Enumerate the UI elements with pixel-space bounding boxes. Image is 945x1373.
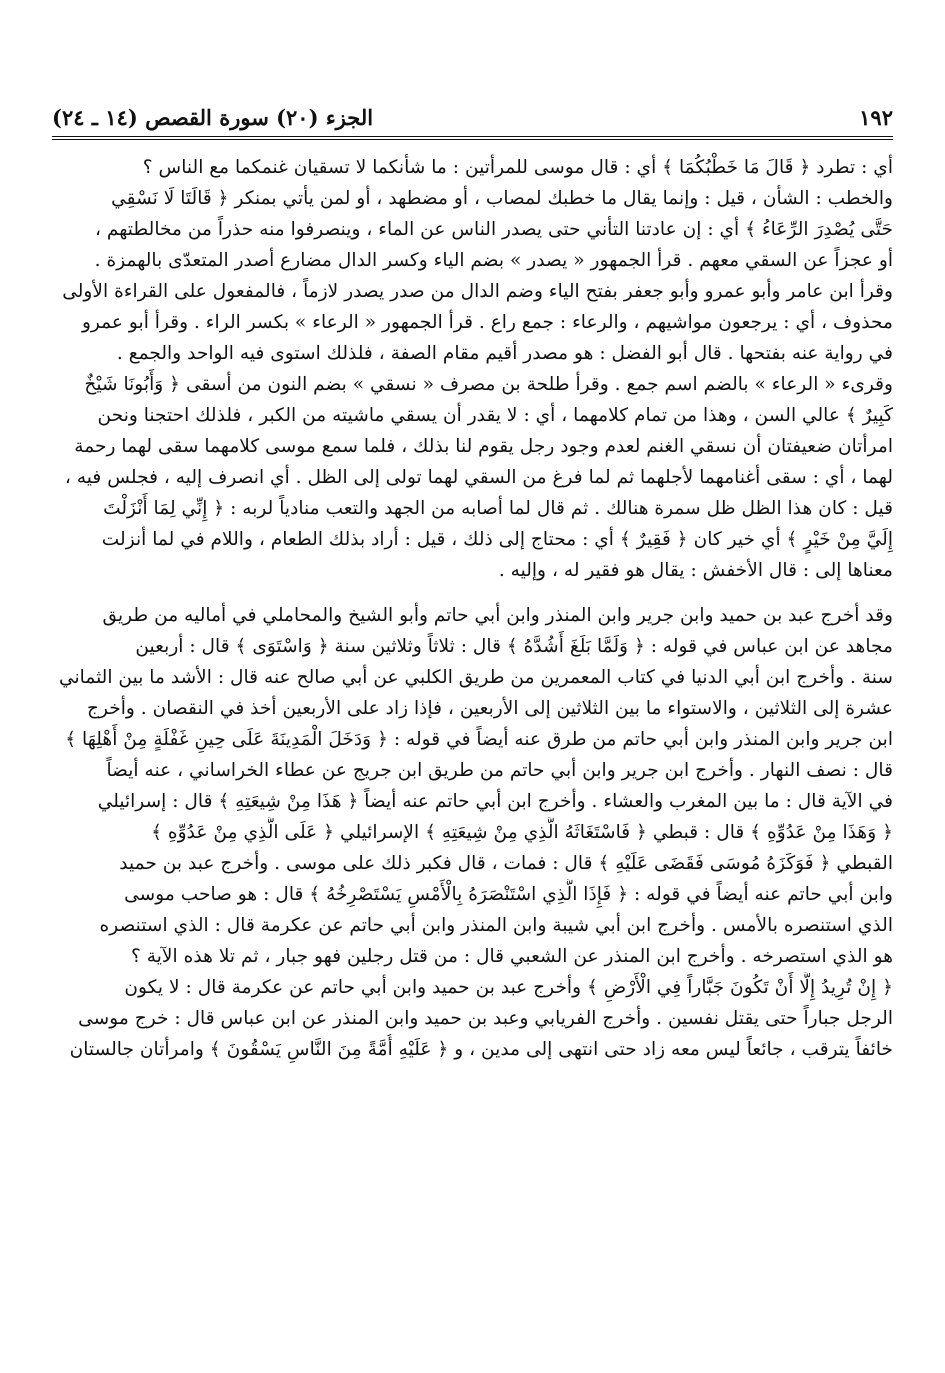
text-line: ﴿ إِنْ تُرِيدُ إِلَّا أَنْ تَكُونَ جَبَّاراً فِي الْأَرْضِ ﴾ وأخرج عبد بن حميد وابن أبي حاتم عن عكرمة قال : لا يكون xyxy=(124,977,893,998)
text-line: وابن أبي حاتم عنه أيضاً في قوله : ﴿ فَإِذَا الَّذِي اسْتَنْصَرَهُ بِالْأَمْسِ يَسْتَصْرِخُهُ ﴾ قال : هو صاحب موسى xyxy=(124,884,893,905)
running-title: الجزء (٢٠) سورة القصص (١٤ ـ ٢٤) xyxy=(52,105,374,130)
text-line: وقد أخرج عبد بن حميد وابن جرير وابن المنذر وابن أبي حاتم وأبو الشيخ والمحاملي في أماليه من طريق xyxy=(102,605,893,626)
text-line: معناها إلى : قال الأخفش : يقال هو فقير له ، وإليه . xyxy=(498,560,893,581)
text-line: في رواية عنه بفتحها . قال أبو الفضل : هو مصدر أقيم مقام الصفة ، فلذلك استوى فيه الواحد والجمع . xyxy=(116,343,893,364)
text-line: أو عجزاً عن السقي معهم . قرأ الجمهور « يصدر » بضم الياء وكسر الدال مضارع أصدر المتعدّى بالهمزة . xyxy=(94,250,893,271)
text-line: حَتَّى يُصْدِرَ الرِّعَاءُ ﴾ أي : إن عادتنا التأني حتى يصدر الناس عن الماء ، وينصرفوا منه حذراً من مخالطتهم ، xyxy=(94,219,893,240)
text-line: والخطب : الشأن ، قيل : وإنما يقال ما خطبك لمصاب ، أو مضطهد ، أو لمن يأتي بمنكر ﴿ قَالَتَا لَا نَسْقِي xyxy=(111,188,893,209)
text-line: في الآية قال : ما بين المغرب والعشاء . وأخرج ابن أبي حاتم عنه أيضاً ﴿ هَذَا مِنْ شِيعَتِهِ ﴾ قال : إسرائيلي xyxy=(97,791,893,812)
text-line: وقرأ ابن عامر وأبو عمرو وأبو جعفر بفتح الياء وضم الدال من صدر يصدر لازماً ، فالمفعول على القراءة الأولى xyxy=(62,281,893,302)
text-line: الرجل جباراً حتى يقتل نفسين . وأخرج الفريابي وعبد بن حميد وابن المنذر عن ابن عباس قال : خرج موسى xyxy=(78,1008,893,1029)
text-line: قال : نصف النهار . وأخرج ابن جرير وابن أبي حاتم من طريق ابن جريج عن عطاء الخراساني ، عنه أيضاً xyxy=(106,760,893,781)
page-header xyxy=(52,94,893,130)
text-line: ﴿ وَهَذَا مِنْ عَدُوِّهِ ﴾ قال : قبطي ﴿ فَاسْتَغَاثَهُ الَّذِي مِنْ شِيعَتِهِ ﴾ الإسرائيلي ﴿ عَلَى الَّذِي مِنْ عَدُوِّهِ ﴾ xyxy=(151,822,893,843)
text-line: محذوف ، أي : يرجعون مواشيهم ، والرعاء : جمع راع . قرأ الجمهور « الرعاء » بكسر الراء . وقرأ أبو عمرو xyxy=(81,312,893,333)
text-line: قيل : كان هذا الظل ظل سمرة هنالك . ثم قال لما أصابه من الجهد والتعب منادياً لربه : ﴿ إِنِّي لِمَا أَنْزَلْتَ xyxy=(103,498,893,519)
text-line: وقرىء « الرعاء » بالضم اسم جمع . وقرأ طلحة بن مصرف « نسقي » بضم النون من أسقى ﴿ وَأَبُونَا شَيْخٌ xyxy=(84,374,893,395)
text-line: ابن جرير وابن المنذر وابن أبي حاتم من طرق عنه أيضاً في قوله : ﴿ وَدَخَلَ الْمَدِينَةَ عَلَى حِينِ غَفْلَةٍ مِنْ أَهْلِهَا ﴾ xyxy=(65,729,893,750)
text-line: كَبِيرٌ ﴾ عالي السن ، وهذا من تمام كلامهما ، أي : لا يقدر أن يسقي ماشيته من الكبر ، فلذلك احتجنا ونحن xyxy=(97,405,893,426)
text-line: خائفاً يترقب ، جائعاً ليس معه زاد حتى انتهى إلى مدين ، و ﴿ عَلَيْهِ أُمَّةً مِنَ النَّاسِ يَسْقُونَ ﴾ وامرأتان جالستان xyxy=(69,1039,893,1060)
text-line: إِلَيَّ مِنْ خَيْرٍ ﴾ أي خير كان ﴿ فَقِيرٌ ﴾ أي : محتاج إلى ذلك ، قيل : أراد بذلك الطعام ، واللام في لما أنزلت xyxy=(101,529,893,550)
paragraph-commentary xyxy=(52,152,893,586)
text-line: هو الذي استصرخه . وأخرج ابن المنذر عن الشعبي قال : من قتل رجلين فهو جبار ، ثم تلا هذه الآية ؟ xyxy=(131,946,893,967)
text-line: لهما ، أي : سقى أغنامهما لأجلهما ثم لما فرغ من السقي لهما تولى إلى الظل . أي انصرف إليه ، فجلس فيه ، xyxy=(64,467,893,488)
text-line: مجاهد عن ابن عباس في قوله : ﴿ وَلَمَّا بَلَغَ أَشُدَّهُ ﴾ قال : ثلاثاً وثلاثين سنة ﴿ وَاسْتَوَى ﴾ قال : أربعين xyxy=(135,636,893,657)
text-line: امرأتان ضعيفتان أن نسقي الغنم لعدم وجود رجل يقوم لنا بذلك ، فلما سمع موسى كلامهما سقى لهما رحمة xyxy=(74,436,893,457)
paragraph-gap xyxy=(52,586,893,600)
paragraph-narrations xyxy=(52,600,893,1065)
text-line: أي : تطرد ﴿ قَالَ مَا خَطْبُكُمَا ﴾ أي : قال موسى للمرأتين : ما شأنكما لا تسقيان غنمكما مع الناس ؟ xyxy=(142,157,893,178)
text-line: القبطي ﴿ فَوَكَزَهُ مُوسَى فَقَضَى عَلَيْهِ ﴾ قال : فمات ، قال فكبر ذلك على موسى . وأخرج عبد بن حميد xyxy=(119,853,893,874)
text-line: الذي استنصره بالأمس . وأخرج ابن أبي شيبة وابن المنذر وابن أبي حاتم عن عكرمة قال : الذي استنصره xyxy=(99,915,893,936)
text-line: سنة . وأخرج ابن أبي الدنيا في كتاب المعمرين من طريق الكلبي عن أبي صالح عنه قال : الأشد ما بين الثماني xyxy=(58,667,893,688)
text-line: عشرة إلى الثلاثين ، والاستواء ما بين الثلاثين إلى الأربعين ، فإذا زاد على الأربعين أخذ في النقصان . وأخرج xyxy=(86,698,893,719)
page-number: ١٩٢ xyxy=(859,105,893,130)
header-divider xyxy=(52,136,893,140)
page-body xyxy=(52,152,893,1065)
